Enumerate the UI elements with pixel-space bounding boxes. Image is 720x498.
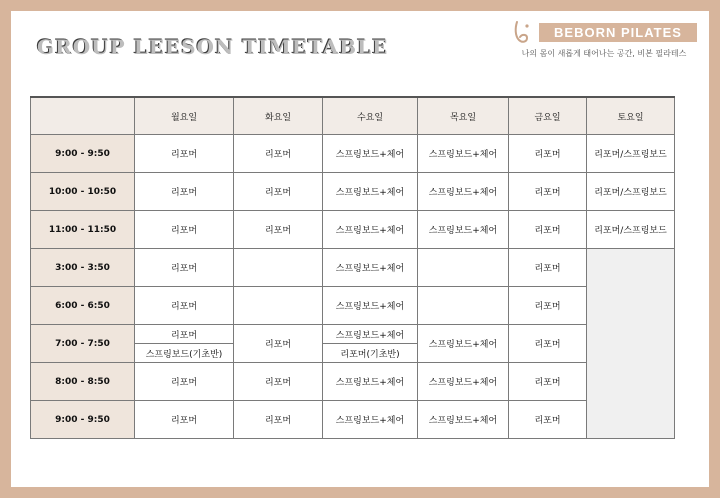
header-row bbox=[31, 97, 675, 135]
time-cell: 6:00 - 6:50 bbox=[31, 287, 135, 325]
time-cell: 10:00 - 10:50 bbox=[31, 173, 135, 211]
empty-cell bbox=[418, 287, 509, 325]
table-row bbox=[31, 211, 675, 249]
table-row bbox=[31, 325, 675, 344]
class-cell: 스프링보드+체어 bbox=[418, 363, 509, 401]
page-title: GROUP LEESON TIMETABLE bbox=[37, 35, 389, 59]
time-cell: 8:00 - 8:50 bbox=[31, 363, 135, 401]
brand-tagline: 나의 몸이 새롭게 태어나는 공간, 비본 필라테스 bbox=[521, 49, 687, 58]
day-header-mon: 월요일 bbox=[135, 97, 234, 135]
table-row bbox=[31, 135, 675, 173]
class-cell: 스프링보드+체어 bbox=[323, 401, 418, 439]
class-cell: 리포머 bbox=[135, 249, 234, 287]
table-row bbox=[31, 363, 675, 401]
class-cell: 리포머 bbox=[234, 325, 323, 363]
class-cell: 스프링보드+체어 bbox=[323, 173, 418, 211]
timetable bbox=[30, 96, 675, 439]
class-cell: 스프링보드+체어 bbox=[323, 135, 418, 173]
table-row bbox=[31, 401, 675, 439]
class-cell: 리포머/스프링보드 bbox=[587, 211, 675, 249]
class-cell: 리포머 bbox=[509, 211, 587, 249]
class-cell: 스프링보드(기초반) bbox=[135, 344, 234, 363]
day-header-tue: 화요일 bbox=[234, 97, 323, 135]
class-cell: 리포머 bbox=[135, 287, 234, 325]
table-row bbox=[31, 287, 675, 325]
class-cell: 리포머 bbox=[135, 135, 234, 173]
class-cell: 리포머/스프링보드 bbox=[587, 135, 675, 173]
class-cell: 리포머 bbox=[509, 363, 587, 401]
class-cell: 리포머 bbox=[234, 135, 323, 173]
class-cell: 스프링보드+체어 bbox=[418, 211, 509, 249]
class-cell: 리포머 bbox=[509, 173, 587, 211]
day-header-sat: 토요일 bbox=[587, 97, 675, 135]
time-cell: 9:00 - 9:50 bbox=[31, 135, 135, 173]
timetable-sheet bbox=[11, 11, 709, 487]
corner-cell bbox=[31, 97, 135, 135]
class-cell: 리포머 bbox=[135, 211, 234, 249]
class-cell: 리포머 bbox=[509, 249, 587, 287]
class-cell: 스프링보드+체어 bbox=[418, 173, 509, 211]
class-cell: 리포머/스프링보드 bbox=[587, 173, 675, 211]
class-cell: 스프링보드+체어 bbox=[418, 135, 509, 173]
class-cell: 스프링보드+체어 bbox=[418, 325, 509, 363]
class-cell: 리포머 bbox=[135, 401, 234, 439]
class-cell: 스프링보드+체어 bbox=[323, 249, 418, 287]
saturday-unavailable-block bbox=[587, 249, 675, 439]
class-cell: 리포머 bbox=[234, 363, 323, 401]
class-cell: 리포머 bbox=[234, 173, 323, 211]
day-header-fri: 금요일 bbox=[509, 97, 587, 135]
class-cell: 스프링보드+체어 bbox=[323, 363, 418, 401]
time-cell: 11:00 - 11:50 bbox=[31, 211, 135, 249]
class-cell: 리포머(기초반) bbox=[323, 344, 418, 363]
empty-cell bbox=[234, 287, 323, 325]
class-cell: 리포머 bbox=[509, 325, 587, 363]
table-row bbox=[31, 173, 675, 211]
class-cell: 스프링보드+체어 bbox=[418, 401, 509, 439]
class-cell: 리포머 bbox=[135, 363, 234, 401]
class-cell: 리포머 bbox=[234, 211, 323, 249]
class-cell: 리포머 bbox=[509, 287, 587, 325]
day-header-wed: 수요일 bbox=[323, 97, 418, 135]
class-cell: 리포머 bbox=[509, 135, 587, 173]
empty-cell bbox=[234, 249, 323, 287]
time-cell: 7:00 - 7:50 bbox=[31, 325, 135, 363]
class-cell: 리포머 bbox=[509, 401, 587, 439]
brand-logo: BEBORN PILATES bbox=[539, 23, 697, 42]
day-header-thu: 목요일 bbox=[418, 97, 509, 135]
beborn-logo-icon bbox=[511, 20, 533, 46]
time-cell: 3:00 - 3:50 bbox=[31, 249, 135, 287]
class-cell: 리포머 bbox=[135, 325, 234, 344]
class-cell: 스프링보드+체어 bbox=[323, 287, 418, 325]
empty-cell bbox=[418, 249, 509, 287]
table-row bbox=[31, 249, 675, 287]
class-cell: 리포머 bbox=[234, 401, 323, 439]
class-cell: 리포머 bbox=[135, 173, 234, 211]
class-cell: 스프링보드+체어 bbox=[323, 211, 418, 249]
class-cell: 스프링보드+체어 bbox=[323, 325, 418, 344]
time-cell: 9:00 - 9:50 bbox=[31, 401, 135, 439]
